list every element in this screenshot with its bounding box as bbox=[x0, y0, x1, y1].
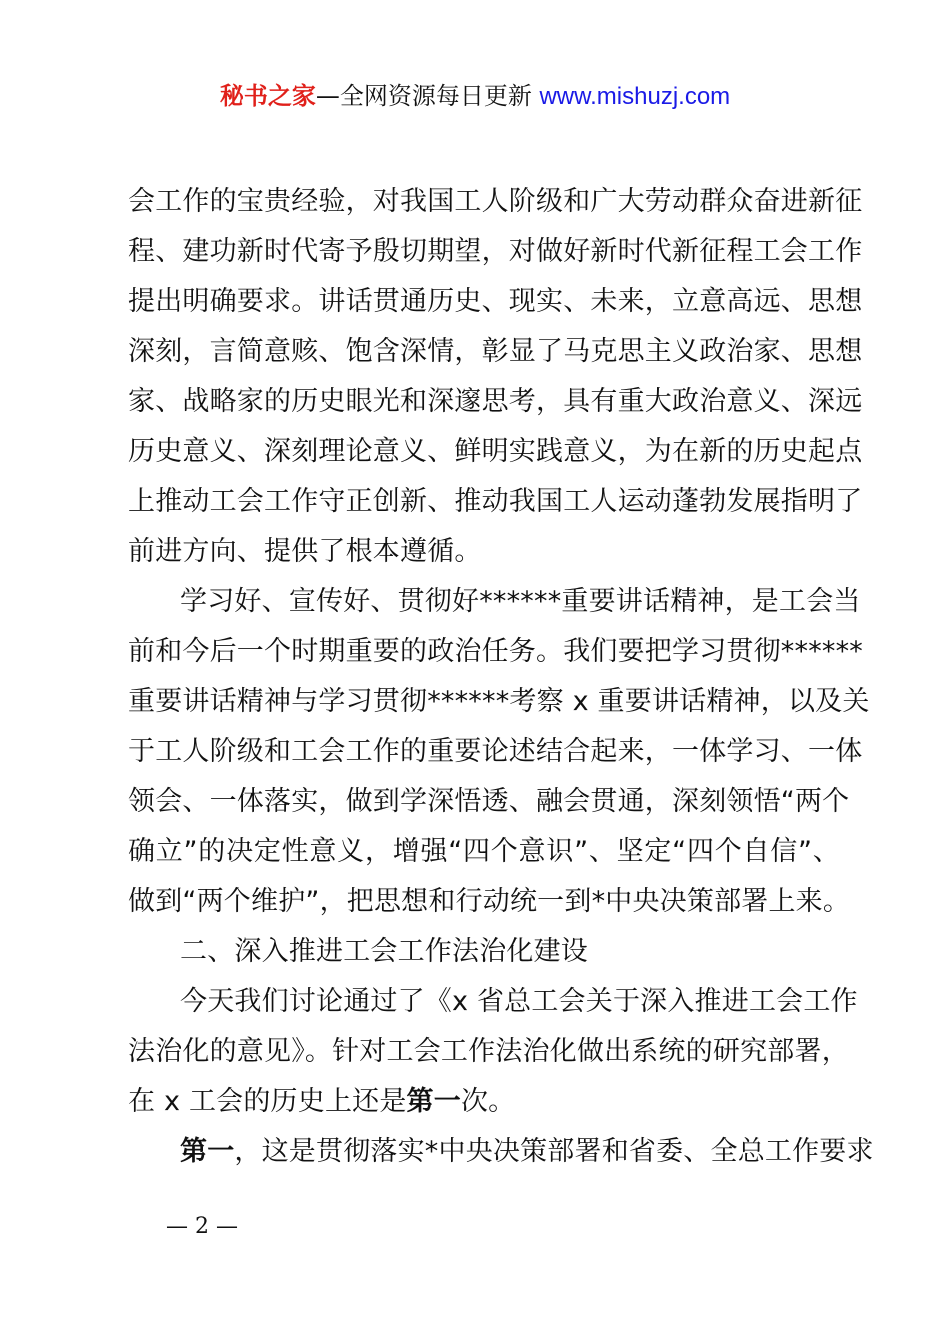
text-line bbox=[128, 1077, 840, 1127]
page-number: — 2 — bbox=[166, 1214, 238, 1239]
text-line: 会工作的宝贵经验，对我国工人阶级和广大劳动群众奋进新征 bbox=[128, 186, 863, 217]
text-line: 领会、一体落实，做到学深悟透、融会贯通，深刻领悟“两个 bbox=[128, 786, 850, 817]
site-url-link[interactable]: www.mishuzj.com bbox=[539, 83, 731, 110]
document-body bbox=[128, 177, 874, 1177]
text-line: 历史意义、深刻理论意义、鲜明实践意义，为在新的历史起点 bbox=[128, 436, 863, 467]
text-run: 在 x 工会的历史上还是 bbox=[128, 1086, 407, 1117]
text-line: 学习好、宣传好、贯彻好******重要讲话精神，是工会当 bbox=[180, 586, 861, 617]
text-line: 确立”的决定性意义，增强“四个意识”、坚定“四个自信”、 bbox=[128, 836, 840, 867]
text-line: 家、战略家的历史眼光和深邃思考，具有重大政治意义、深远 bbox=[128, 386, 863, 417]
text-line: 做到“两个维护”，把思想和行动统一到*中央决策部署上来。 bbox=[128, 886, 851, 917]
text-line: 法治化的意见》。针对工会工作法治化做出系统的研究部署， bbox=[128, 1036, 849, 1067]
text-run: ，这是贯彻落实*中央决策部署和省委、全总工作要求 bbox=[234, 1136, 874, 1167]
text-line: 前进方向、提供了根本遵循。 bbox=[128, 536, 482, 567]
text-run: 次。 bbox=[460, 1086, 516, 1117]
text-line: 今天我们讨论通过了《x 省总工会关于深入推进工会工作 bbox=[180, 986, 858, 1017]
text-line: 重要讲话精神与学习贯彻******考察 x 重要讲话精神，以及关 bbox=[128, 686, 870, 717]
emphasis-text: 第一 bbox=[406, 1086, 461, 1117]
text-line: 上推动工会工作守正创新、推动我国工人运动蓬勃发展指明了 bbox=[128, 486, 863, 517]
text-line: 程、建功新时代寄予殷切期望，对做好新时代新征程工会工作 bbox=[128, 236, 863, 267]
text-line: 于工人阶级和工会工作的重要论述结合起来，一体学习、一体 bbox=[128, 736, 863, 767]
text-line bbox=[128, 1127, 874, 1177]
site-tagline: —全网资源每日更新 bbox=[315, 82, 532, 110]
text-line: 前和今后一个时期重要的政治任务。我们要把学习贯彻****** bbox=[128, 636, 863, 667]
site-brand: 秘书之家 bbox=[219, 82, 316, 110]
site-banner bbox=[0, 80, 950, 113]
emphasis-text: 第一 bbox=[180, 1136, 235, 1167]
text-line: 深刻，言简意赅、饱含深情，彰显了马克思主义政治家、思想 bbox=[128, 336, 863, 367]
section-heading: 二、深入推进工会工作法治化建设 bbox=[180, 936, 588, 967]
text-line: 提出明确要求。讲话贯通历史、现实、未来，立意高远、思想 bbox=[128, 286, 863, 317]
